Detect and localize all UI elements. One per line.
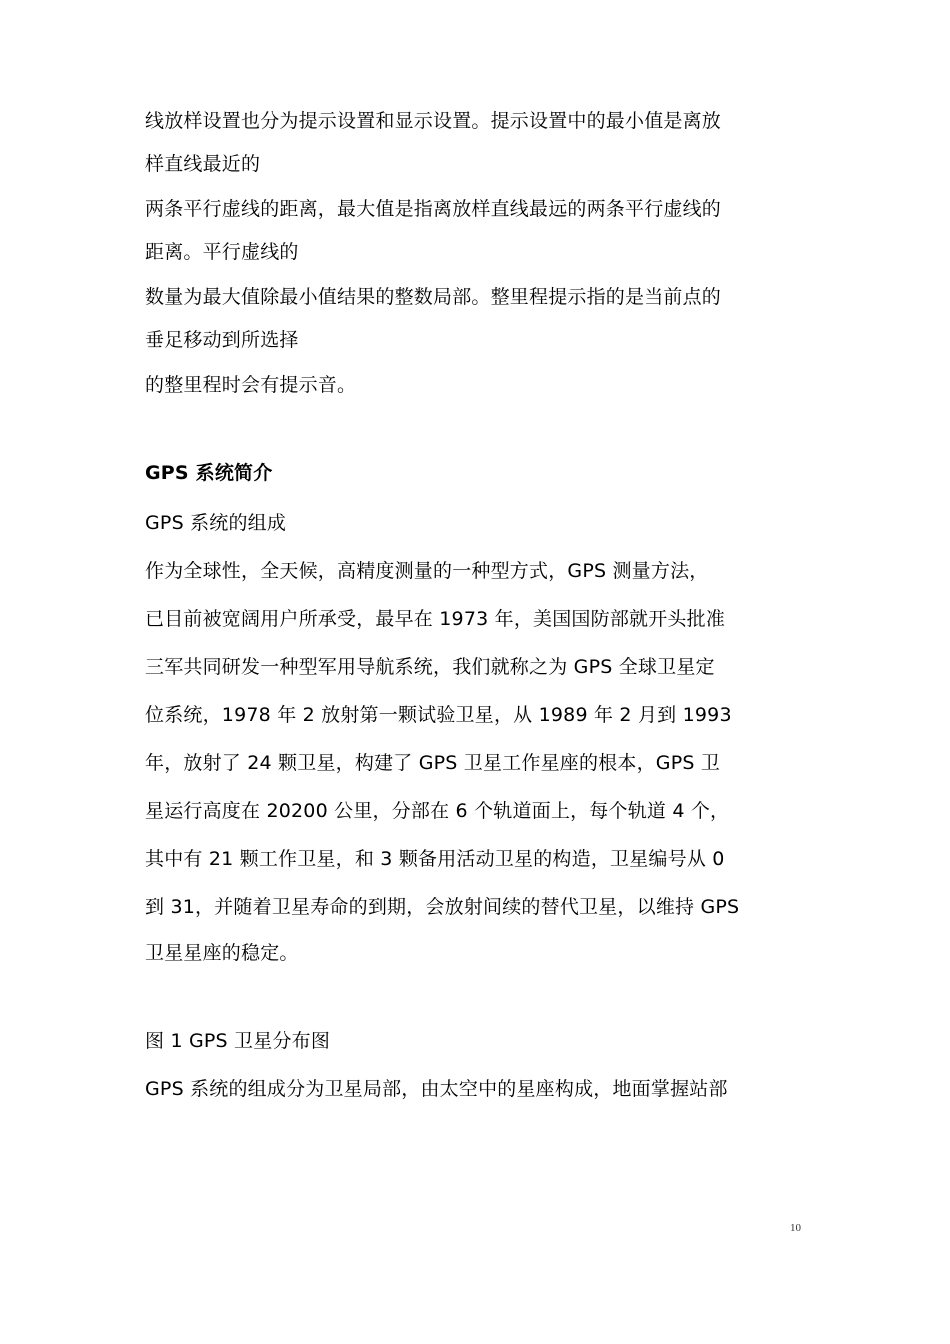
body-text-line: 距离。平行虚线的 xyxy=(145,241,299,263)
body-text-line: 卫星星座的稳定。 xyxy=(145,942,299,964)
body-text-line: 年，放射了 24 颗卫星，构建了 GPS 卫星工作星座的根本，GPS 卫 xyxy=(145,752,721,774)
body-text-line: 三军共同研发一种型军用导航系统，我们就称之为 GPS 全球卫星定 xyxy=(145,656,715,678)
body-text-line: 已目前被宽阔用户所承受，最早在 1973 年，美国国防部就开头批准 xyxy=(145,608,726,630)
body-text-line: GPS 系统的组成分为卫星局部，由太空中的星座构成，地面掌握站部 xyxy=(145,1078,728,1100)
figure-caption: 图 1 GPS 卫星分布图 xyxy=(145,1030,331,1052)
body-text-line: 数量为最大值除最小值结果的整数局部。整里程提示指的是当前点的 xyxy=(145,286,722,308)
body-text-line: 两条平行虚线的距离，最大值是指离放样直线最远的两条平行虚线的 xyxy=(145,198,722,220)
body-text-line: 线放样设置也分为提示设置和显示设置。提示设置中的最小值是离放 xyxy=(145,110,722,132)
section-heading: GPS 系统简介 xyxy=(145,462,273,484)
body-text-line: 星运行高度在 20200 公里，分部在 6 个轨道面上，每个轨道 4 个， xyxy=(145,800,730,822)
body-text-line: 到 31，并随着卫星寿命的到期，会放射间续的替代卫星，以维持 GPS xyxy=(145,896,740,918)
page-number: 10 xyxy=(790,1222,801,1234)
body-text-line: 位系统，1978 年 2 放射第一颗试验卫星，从 1989 年 2 月到 1993 xyxy=(145,704,732,726)
body-text-line: 垂足移动到所选择 xyxy=(145,329,299,351)
body-text-line: 的整里程时会有提示音。 xyxy=(145,374,357,396)
body-text-line: 其中有 21 颗工作卫星，和 3 颗备用活动卫星的构造，卫星编号从 0 xyxy=(145,848,725,870)
subheading: GPS 系统的组成 xyxy=(145,512,287,534)
body-text-line: 样直线最近的 xyxy=(145,153,261,175)
body-text-line: 作为全球性，全天候，高精度测量的一种型方式，GPS 测量方法， xyxy=(145,560,709,582)
